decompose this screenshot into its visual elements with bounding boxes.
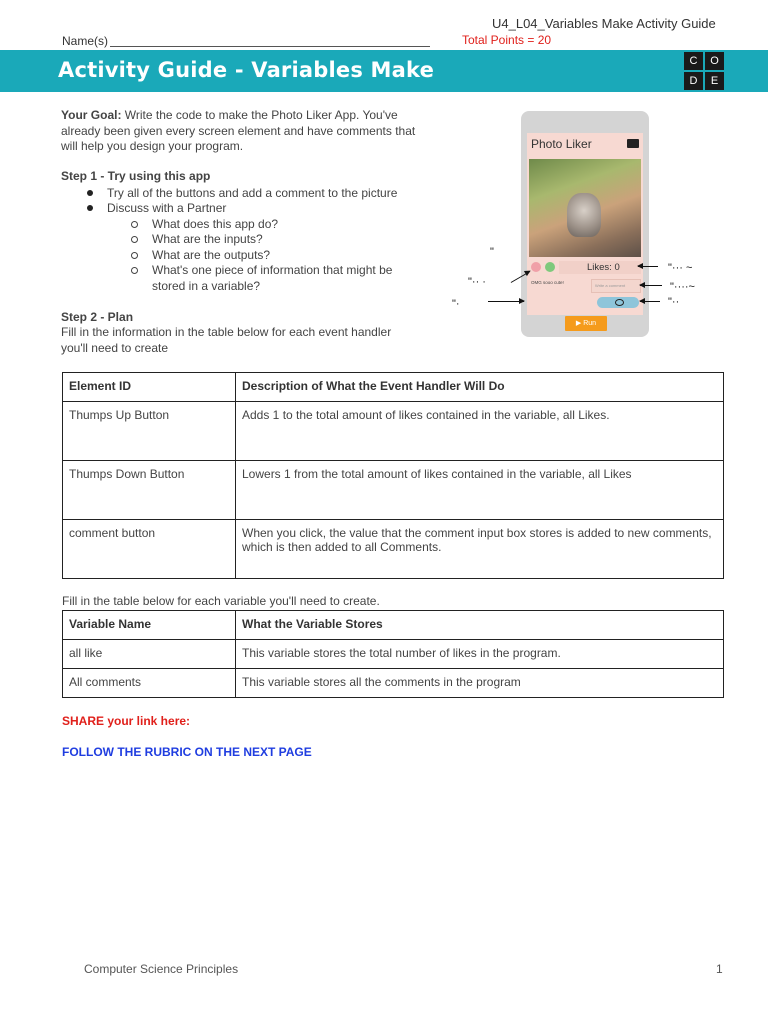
table-cell: This variable stores the total number of likes in the program. [236,640,724,669]
goal-text: Write the code to make the Photo Liker App. You've already been given every screen element and have comments that will help you design your program. [61,108,416,153]
code-logo [684,52,724,90]
step2-text: Fill in the information in the table below for each event handler you'll need to create [61,325,392,355]
table-header-cell: Element ID [63,373,236,402]
comment-text: OMG sooo cute! [531,280,564,285]
share-link-prompt: SHARE your link here: [62,714,191,728]
arrow-to-comment-text [488,301,524,302]
label-fragment: "·· · [468,276,486,288]
comment-input[interactable]: Write a comment [591,279,641,293]
table-header-cell: Description of What the Event Handler Will Do [236,373,724,402]
page-title: Activity Guide - Variables Make [58,58,435,82]
thumbs-up-icon[interactable] [545,262,555,272]
label-fragment: " [490,246,494,258]
table-header-cell: Variable Name [63,611,236,640]
label-fragment: "··· ~ [668,262,693,274]
sub-bullet-item [152,232,263,246]
table-cell: When you click, the value that the comment input box stores is added to new comments, which is then added to all Comments. [236,520,724,579]
sub-bullet-circle [131,252,138,259]
run-button[interactable]: ▶ Run [565,316,607,331]
thumbs-down-icon[interactable] [531,262,541,272]
app-mockup [521,111,649,337]
table-row [63,461,724,520]
table-cell: all like [63,640,236,669]
table-cell: comment button [63,520,236,579]
table-header-cell: What the Variable Stores [236,611,724,640]
comment-button[interactable] [597,297,639,308]
app-title: Photo Liker [531,137,592,151]
sub-bullet-item [152,248,270,262]
follow-rubric-note: FOLLOW THE RUBRIC ON THE NEXT PAGE [62,745,312,759]
variable-table [62,610,724,698]
table-header-row [63,611,724,640]
bullet-text: Try all of the buttons and add a comment to the picture [107,186,398,200]
bullet-dot [87,190,93,196]
variable-intro: Fill in the table below for each variable you'll need to create. [62,594,380,608]
bullet-dot [87,205,93,211]
table-row [63,669,724,698]
table-cell: All comments [63,669,236,698]
page-number: 1 [716,962,723,976]
arrow-to-comment-input [640,285,662,286]
sub-bullet-circle [131,236,138,243]
run-label: Run [583,320,597,327]
camera-icon [627,139,639,148]
title-banner [0,50,768,92]
speech-bubble-icon [615,299,624,306]
sub-bullet-item [152,263,422,294]
table-row [63,520,724,579]
app-screen [527,133,643,315]
table-header-row [63,373,724,402]
names-label: Name(s) [62,34,109,48]
label-fragment: "· [452,298,460,310]
label-fragment: "·· [668,296,680,308]
sub-bullet-text: What are the inputs? [152,232,263,246]
step2-heading: Step 2 - Plan [61,310,134,324]
goal-label: Your Goal: [61,108,122,122]
table-cell: Adds 1 to the total amount of likes contained in the variable, all Likes. [236,402,724,461]
sub-bullet-circle [131,221,138,228]
goal-paragraph [61,108,416,155]
label-fragment: "····~ [670,281,695,293]
arrow-to-comment-button [640,301,660,302]
table-cell: This variable stores all the comments in the program [236,669,724,698]
kitten-image [567,193,601,237]
sub-bullet-text: What's one piece of information that might be stored in a variable? [152,263,393,293]
footer-course: Computer Science Principles [84,962,239,976]
table-cell: Lowers 1 from the total amount of likes contained in the variable, all Likes [236,461,724,520]
logo-letter: O [705,52,724,70]
likes-row [529,261,641,275]
sub-bullet-circle [131,267,138,274]
table-row [63,402,724,461]
names-blank-line [110,46,430,47]
bullet-item [107,186,397,200]
sub-bullet-text: What are the outputs? [152,248,271,262]
sub-bullet-text: What does this app do? [152,217,279,231]
bullet-item [107,201,226,215]
table-row [63,640,724,669]
total-points: Total Points = 20 [462,33,552,47]
table-cell: Thumps Up Button [63,402,236,461]
logo-letter: E [705,72,724,90]
bullet-text: Discuss with a Partner [107,201,227,215]
logo-letter: C [684,52,703,70]
event-handler-table [62,372,724,579]
kitten-photo [529,159,641,257]
document-title: U4_L04_Variables Make Activity Guide [492,16,716,31]
step1-heading: Step 1 - Try using this app [61,169,211,183]
arrow-to-likes [638,266,658,267]
logo-letter: D [684,72,703,90]
table-cell: Thumps Down Button [63,461,236,520]
likes-counter: Likes: 0 [587,262,620,273]
sub-bullet-item [152,217,278,231]
